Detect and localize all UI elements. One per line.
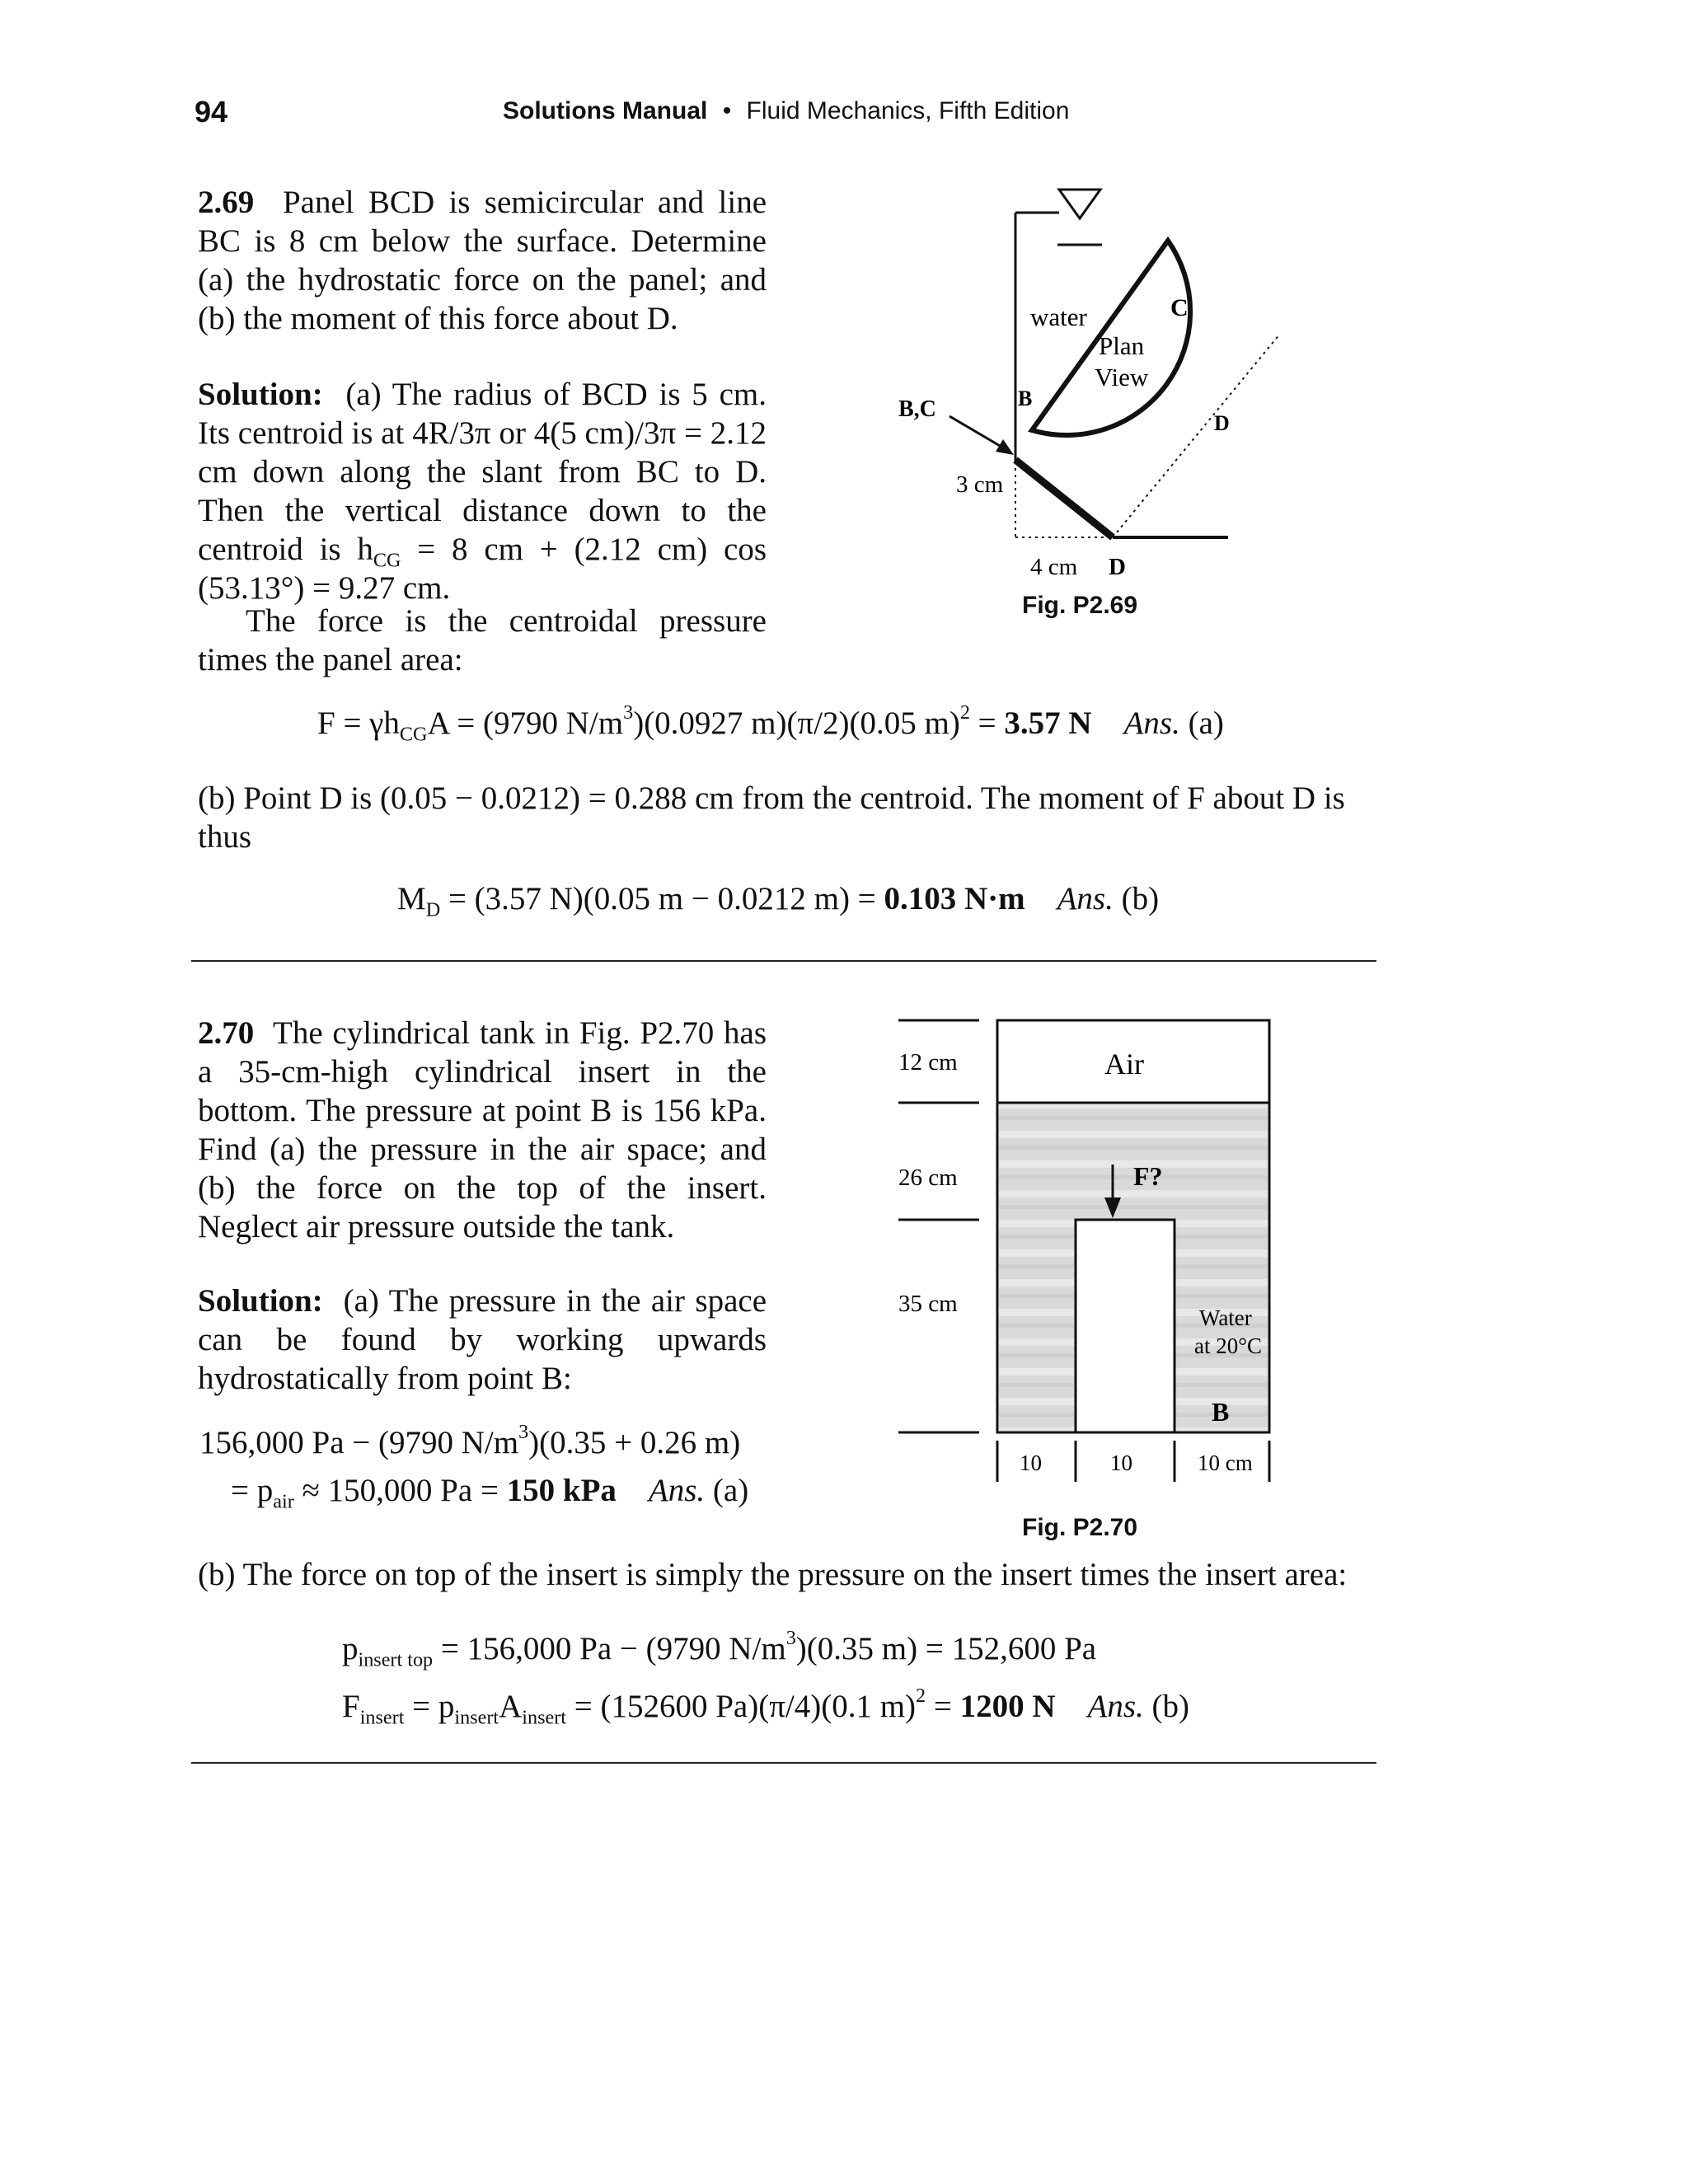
eq-sub-p: insert xyxy=(454,1706,499,1729)
label-d-bottom: D xyxy=(1109,554,1126,580)
figure-p2-69 xyxy=(890,181,1319,626)
answer-a: 150 kPa xyxy=(506,1473,617,1508)
label-12cm: 12 cm xyxy=(898,1049,958,1076)
ans-part: (a) xyxy=(705,1473,749,1508)
eq-rest: = (152600 Pa)(π/4)(0.1 m) xyxy=(565,1689,917,1724)
ans-part: (b) xyxy=(1113,881,1160,916)
figure-caption-p2-70: Fig. P2.70 xyxy=(1022,1514,1138,1541)
label-35cm: 35 cm xyxy=(898,1291,958,1317)
ans-part: (b) xyxy=(1143,1689,1190,1724)
hcg-symbol xyxy=(357,532,401,572)
eq-equals: = xyxy=(969,705,1005,741)
figure-caption-p2-69: Fig. P2.69 xyxy=(1022,592,1138,619)
label-width-1: 10 xyxy=(1020,1451,1042,1475)
eq-eq: = p xyxy=(404,1689,455,1724)
hcg-sub: CG xyxy=(373,549,401,572)
label-b: B xyxy=(1018,387,1033,410)
part-b-content: (b) Point D is (0.05 − 0.0212) = 0.288 cm from the centroid. The moment of F about D is thus xyxy=(198,780,1345,855)
answer-b: 0.103 N·m xyxy=(884,881,1025,916)
header-title-bold: Solutions Manual xyxy=(503,97,708,124)
eq-p: p xyxy=(342,1631,359,1666)
eq-p: = p xyxy=(231,1473,274,1508)
divider-1 xyxy=(191,960,1376,962)
eq-sub-insert-top: insert top xyxy=(358,1648,434,1671)
eq-sup3: 3 xyxy=(785,1626,796,1649)
hcg-value: = 8 cm + (2.12 cm) cos (53.13°) = 9.27 cm. xyxy=(198,532,767,606)
panel-side-view xyxy=(1015,460,1113,537)
label-plan: Plan xyxy=(1099,331,1145,360)
bc-arrow-line xyxy=(950,416,1006,449)
equation-air-line2 xyxy=(231,1472,749,1513)
eq-sub-a: insert xyxy=(522,1706,566,1729)
problem-2-69-statement xyxy=(198,183,767,338)
moment-mid: = (3.57 N)(0.05 m − 0.0212 m) = xyxy=(440,881,884,916)
ans-part: (a) xyxy=(1179,705,1224,741)
part-b-content: (b) The force on top of the insert is simply the pressure on the insert times the insert area: xyxy=(198,1557,1348,1592)
eq-b: )(0.35 + 0.26 m) xyxy=(528,1425,741,1460)
label-b: B xyxy=(1212,1397,1230,1427)
free-surface-triangle xyxy=(1059,190,1100,218)
moment-sub-d: D xyxy=(425,898,441,921)
problem-number: 2.70 xyxy=(198,1015,255,1051)
label-water: Water xyxy=(1199,1305,1252,1330)
ans-label: Ans. xyxy=(1057,881,1114,916)
eq-lhs: F = γh xyxy=(317,705,400,741)
label-water-temp: at 20°C xyxy=(1194,1333,1263,1358)
ans-label: Ans. xyxy=(648,1473,706,1508)
force-text-content: The force is the centroidal pressure times the panel area: xyxy=(198,603,767,677)
part-b-text-2-70 xyxy=(198,1555,1385,1594)
hcg-h: h xyxy=(357,532,373,567)
header-bullet: • xyxy=(722,97,732,124)
equation-moment xyxy=(397,880,1160,921)
label-d-right: D xyxy=(1214,411,1230,435)
solution-label: Solution: xyxy=(198,377,323,412)
label-f: F? xyxy=(1133,1161,1163,1191)
eq-b: ≈ 150,000 Pa = xyxy=(293,1473,507,1508)
eq-mid2: )(0.0927 m)(π/2)(0.05 m) xyxy=(633,705,960,741)
divider-2 xyxy=(191,1762,1376,1764)
solution-label: Solution: xyxy=(198,1283,323,1319)
cylindrical-insert xyxy=(1076,1220,1175,1432)
eq-sub-air: air xyxy=(273,1490,294,1513)
answer-a: 3.57 N xyxy=(1004,705,1092,741)
page-number: 94 xyxy=(195,95,228,129)
ans-label: Ans. xyxy=(1087,1689,1144,1724)
eq-sub-f: insert xyxy=(359,1706,405,1729)
label-4cm: 4 cm xyxy=(1030,554,1078,580)
ans-label: Ans. xyxy=(1123,705,1180,741)
eq-a: A xyxy=(499,1689,523,1724)
problem-number: 2.69 xyxy=(198,185,255,220)
solution-part-a: (a) The radius of BCD is 5 cm. Its centroid is at 4R/3π or 4(5 cm)/3π = 2.12 cm down along the slant from BC to D. Then the vertical distance down to the centroid is xyxy=(198,377,767,567)
problem-2-69-solution xyxy=(198,375,767,607)
label-width-3: 10 cm xyxy=(1198,1451,1253,1475)
label-water: water xyxy=(1030,302,1087,331)
figure-p2-70 xyxy=(894,1012,1294,1523)
label-c: C xyxy=(1170,294,1189,321)
problem-statement: The cylindrical tank in Fig. P2.70 has a 35-cm-high cylindrical insert in the bottom. The pressure at point B is 156 kPa. Find (a) the pressure in the air space; and (b) the force on the top of the insert. Neglect air pressure outside the tank. xyxy=(198,1015,767,1244)
problem-2-70-statement xyxy=(198,1014,767,1246)
equation-insert-pressure xyxy=(342,1626,1097,1671)
eq-sup2: 2 xyxy=(916,1684,926,1707)
label-bc: B,C xyxy=(898,396,936,422)
moment-m: M xyxy=(397,881,426,916)
label-3cm: 3 cm xyxy=(956,471,1004,498)
header-title-rest: Fluid Mechanics, Fifth Edition xyxy=(746,97,1070,124)
solution-part-a: (a) The pressure in the air space can be found by working upwards hydrostatically from point B: xyxy=(198,1283,767,1396)
running-header xyxy=(503,97,1069,125)
label-air: Air xyxy=(1104,1047,1144,1080)
eq-sup2: 2 xyxy=(959,701,970,724)
problem-2-70-solution xyxy=(198,1282,767,1398)
force-text xyxy=(198,602,767,679)
answer-b: 1200 N xyxy=(959,1689,1056,1724)
label-width-2: 10 xyxy=(1110,1451,1132,1475)
equation-air-line1 xyxy=(199,1420,741,1461)
equation-insert-force xyxy=(342,1684,1190,1729)
eq-a: 156,000 Pa − (9790 N/m xyxy=(199,1425,519,1460)
eq-equals: = xyxy=(926,1689,960,1724)
equation-force xyxy=(317,701,1224,746)
problem-statement: Panel BCD is semicircular and line BC is 8 cm below the surface. Determine (a) the hydrostatic force on the panel; and (b) the moment of this force about D. xyxy=(198,185,767,336)
label-26cm: 26 cm xyxy=(898,1165,958,1191)
eq-f: F xyxy=(342,1689,360,1724)
eq-sub-cg: CG xyxy=(399,723,428,746)
eq-sup3: 3 xyxy=(518,1420,529,1443)
eq-rest2: )(0.35 m) = 152,600 Pa xyxy=(795,1631,1097,1666)
eq-sup3: 3 xyxy=(623,701,634,724)
label-view: View xyxy=(1095,363,1149,391)
part-b-text xyxy=(198,779,1385,856)
bc-arrow-head xyxy=(996,439,1014,455)
eq-rest: = 156,000 Pa − (9790 N/m xyxy=(433,1631,786,1666)
eq-mid: A = (9790 N/m xyxy=(427,705,624,741)
